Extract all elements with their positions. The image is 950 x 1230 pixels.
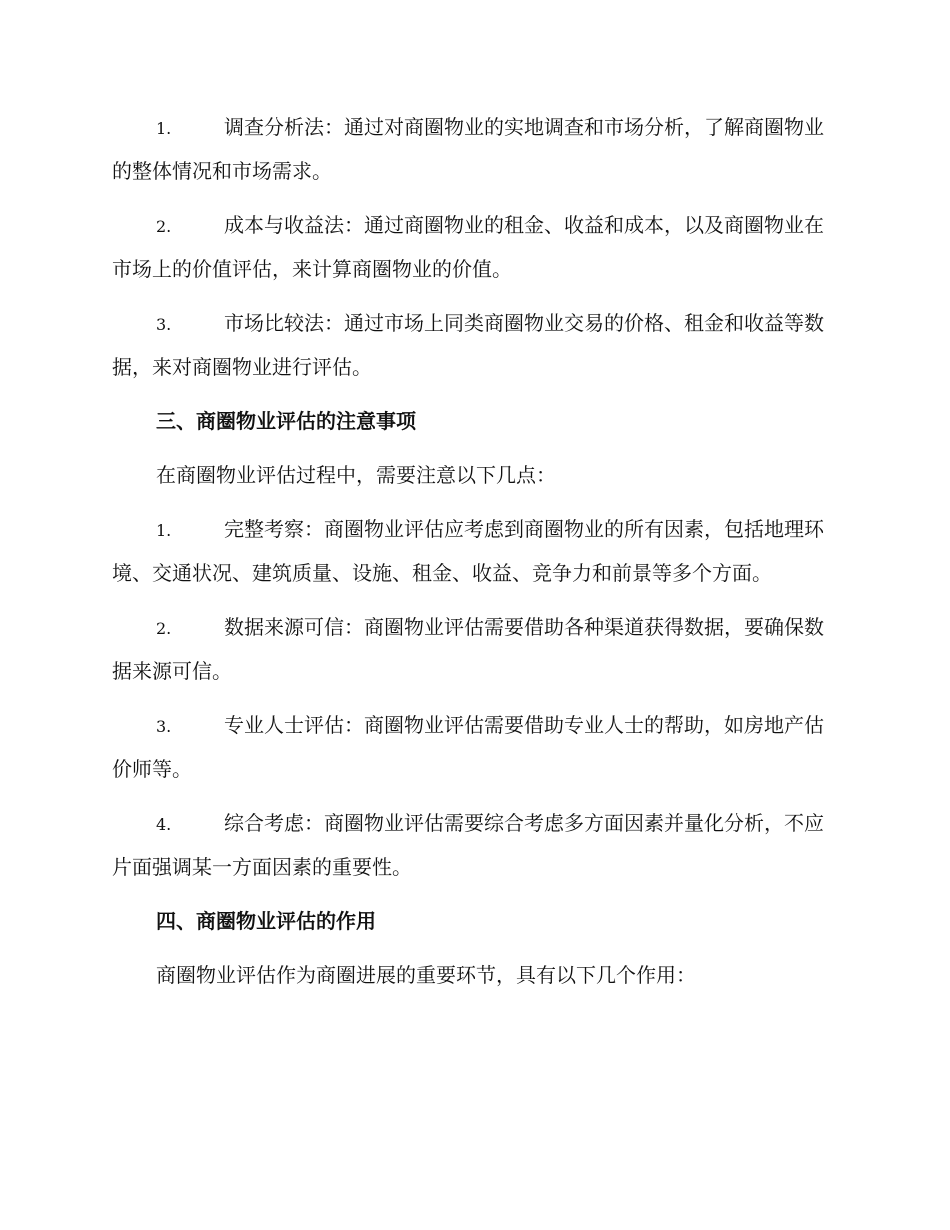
list-number: 4. [156,815,172,834]
section-4-intro: 商圈物业评估作为商圈进展的重要环节，具有以下几个作用： [156,963,696,987]
list-item-note-3 [112,704,834,791]
section-heading-4: 四、商圈物业评估的作用 [156,909,376,933]
list-item-text: 调查分析法：通过对商圈物业的实地调查和市场分析，了解商圈物业的整体情况和市场需求。 [112,115,824,183]
list-item-method-1 [112,106,834,193]
section-3-intro: 在商圈物业评估过程中，需要注意以下几点： [156,463,556,487]
list-item-text: 综合考虑：商圈物业评估需要综合考虑多方面因素并量化分析，不应片面强调某一方面因素的重要性。 [112,811,824,879]
list-item-method-3 [112,302,834,389]
list-item-text: 成本与收益法：通过商圈物业的租金、收益和成本，以及商圈物业在市场上的价值评估，来计算商圈物业的价值。 [112,213,824,281]
list-item-text: 市场比较法：通过市场上同类商圈物业交易的价格、租金和收益等数据，来对商圈物业进行评估。 [112,311,824,379]
list-item-note-2 [112,606,834,693]
list-item-note-1 [112,508,834,595]
list-item-note-4 [112,802,834,889]
list-item-text: 完整考察：商圈物业评估应考虑到商圈物业的所有因素，包括地理环境、交通状况、建筑质量、设施、租金、收益、竞争力和前景等多个方面。 [112,517,824,585]
list-item-text: 专业人士评估：商圈物业评估需要借助专业人士的帮助，如房地产估价师等。 [112,713,824,781]
list-item-method-2 [112,204,834,291]
document-page [112,106,834,1008]
list-number: 2. [156,619,172,638]
list-number: 3. [156,717,172,736]
list-number: 3. [156,315,172,334]
list-item-text: 数据来源可信：商圈物业评估需要借助各种渠道获得数据，要确保数据来源可信。 [112,615,824,683]
list-number: 2. [156,217,172,236]
list-number: 1. [156,119,172,138]
section-heading-3: 三、商圈物业评估的注意事项 [156,409,416,433]
list-number: 1. [156,521,172,540]
